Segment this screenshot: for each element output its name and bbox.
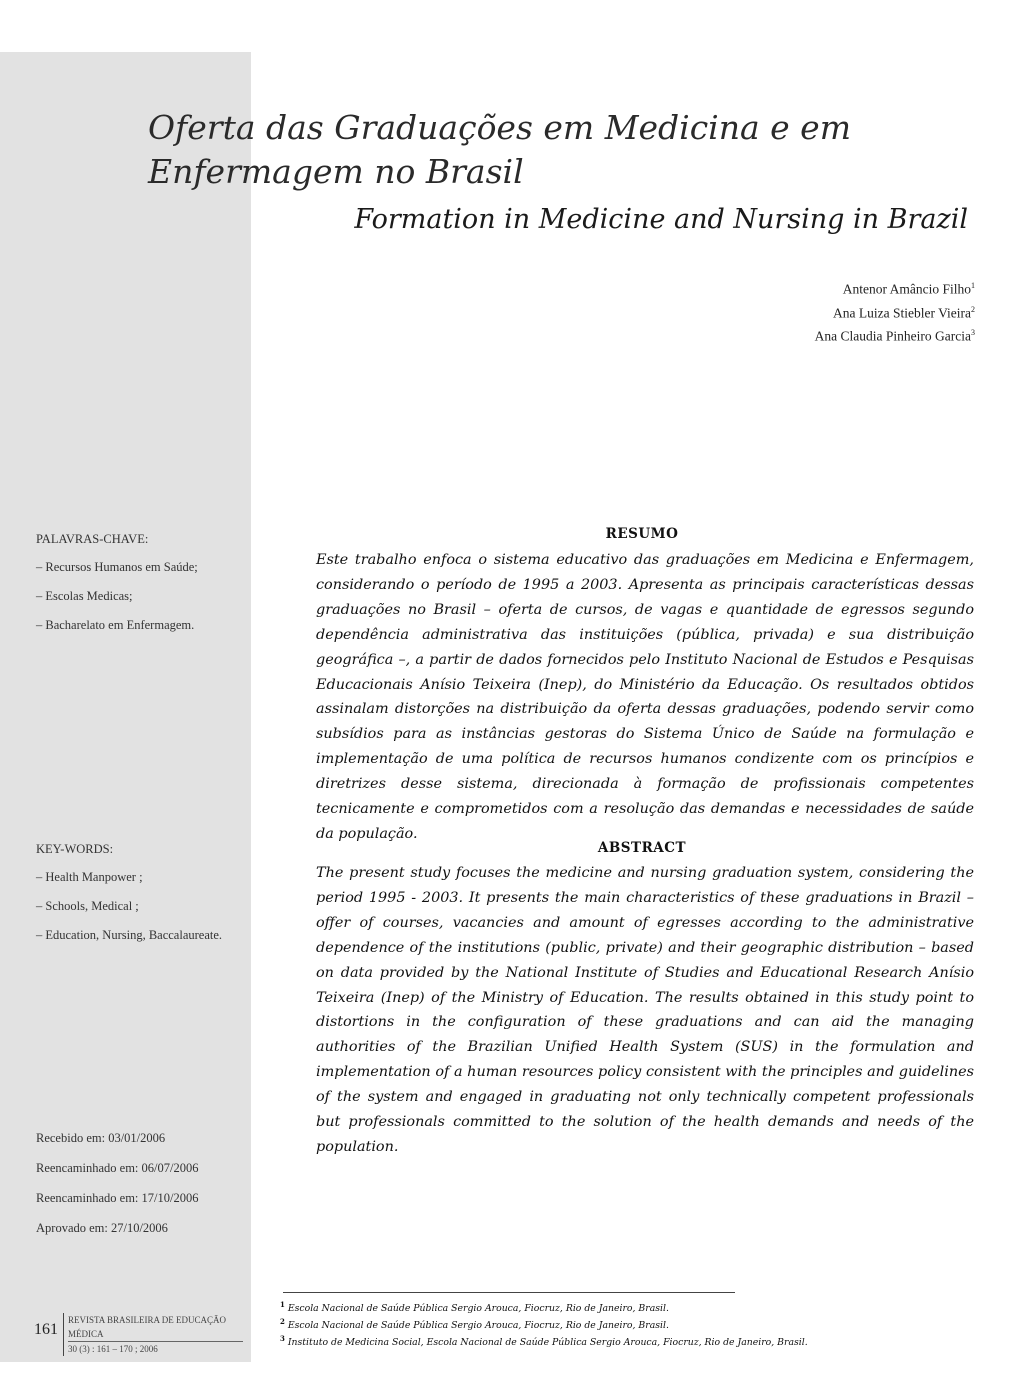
keywords-en-heading: KEY-WORDS: — [36, 842, 114, 856]
abstract-heading: ABSTRACT — [597, 840, 687, 856]
author-list — [815, 276, 975, 347]
footnote-divider — [283, 1292, 735, 1293]
keyword-pt-item: – Escolas Medicas; — [36, 589, 133, 603]
author-3: Ana Claudia Pinheiro Garcia$^3$ — [814, 328, 975, 344]
keyword-en-item: – Education, Nursing, Baccalaureate. — [36, 928, 223, 942]
keywords-pt-heading: PALAVRAS-CHAVE: — [36, 532, 149, 546]
keyword-en-item: – Health Manpower ; — [36, 870, 143, 884]
journal-name: REVISTA BRASILEIRA DE EDUCAÇÃO MÉDICA — [68, 1313, 243, 1342]
resumo-text: Este trabalho enfoca o sistema educativo das graduações em Medicina e Enfermagem, considerando o período de 1995 a 2003. Apresenta as principais características dessas graduações no Brasil – oferta de cursos, de vagas e quantidade de egressos segundo dependência administrativa das instituições (pública, privada) e sua distribuição geográfica –, a partir de dados fornecidos pelo Instituto Nacional de Estudos e Pesquisas Educacionais Anísio Teixeira (Inep), do Ministério da Educação. Os resultados obtidos assinalam distorções na distribuição da oferta dessas graduações, podendo servir como subsídios para as instâncias gestoras do Sistema Único de Saúde na formulação e implementação de uma política de recursos humanos condizente com os princípios e diretrizes desse sistema, direcionada à formação de profissionais competentes tecnicamente e comprometidos com a resolução das demandas e necessidades de saúde da população. — [316, 552, 974, 842]
footnote-1: $^1$ Escola Nacional de Saúde Pública Sergio Arouca, Fiocruz, Rio de Janeiro, Brasil. — [280, 1300, 669, 1315]
keyword-pt-item: – Recursos Humanos em Saúde; — [36, 560, 198, 574]
submission-dates — [36, 1131, 246, 1251]
resumo-heading: RESUMO — [605, 526, 679, 542]
article-subtitle: Formation in Medicine and Nursing in Brazil — [354, 204, 968, 235]
keyword-pt-item: – Bacharelato em Enfermagem. — [36, 618, 195, 632]
page-number: 161 — [34, 1321, 58, 1338]
keyword-en-item: – Schools, Medical ; — [36, 899, 139, 913]
article-title: Oferta das Graduações em Medicina e em Enfermagem no Brasil — [148, 108, 851, 191]
keywords-en — [36, 842, 241, 956]
author-1: Antenor Amâncio Filho$^1$ — [842, 281, 975, 297]
author-2: Ana Luiza Stiebler Vieira$^2$ — [832, 304, 975, 320]
date-resubmitted-1: Reencaminhado em: 06/07/2006 — [36, 1161, 199, 1175]
footnote-2: $^2$ Escola Nacional de Saúde Pública Sergio Arouca, Fiocruz, Rio de Janeiro, Brasil. — [280, 1317, 669, 1332]
keywords-pt — [36, 532, 241, 646]
abstract-text: The present study focuses the medicine and nursing graduation system, considering the period 1995 - 2003. It presents the main characteristics of these graduations in Brazil – offer of courses, vacancies and amount of egresses according to the administrative dependence of the institutions (public, private) and their geographic distribution – based on data provided by the National Institute of Studies and Educational Research Anísio Teixeira (Inep) of the Ministry of Education. The results obtained in this study point to distortions in the configuration of these graduations and can aid the managing authorities of the Brazilian Unified Health System (SUS) in the formulation and implementation of a human resources policy consistent with the principles and guidelines of the system and engaged in graduating not only technically competent professionals but professionals committed to the solution of the health demands and needs of the population. — [316, 865, 974, 1155]
journal-issue: 30 (3) : 161 – 170 ; 2006 — [68, 1344, 158, 1354]
journal-info — [63, 1313, 243, 1356]
footnote-3: $^3$ Instituto de Medicina Social, Escola Nacional de Saúde Pública Sergio Arouca, Fiocruz, Rio de Janeiro, Brasil. — [280, 1334, 808, 1349]
date-received: Recebido em: 03/01/2006 — [36, 1131, 166, 1145]
footnotes — [280, 1298, 1000, 1349]
date-resubmitted-2: Reencaminhado em: 17/10/2006 — [36, 1191, 199, 1205]
date-approved: Aprovado em: 27/10/2006 — [36, 1221, 168, 1235]
